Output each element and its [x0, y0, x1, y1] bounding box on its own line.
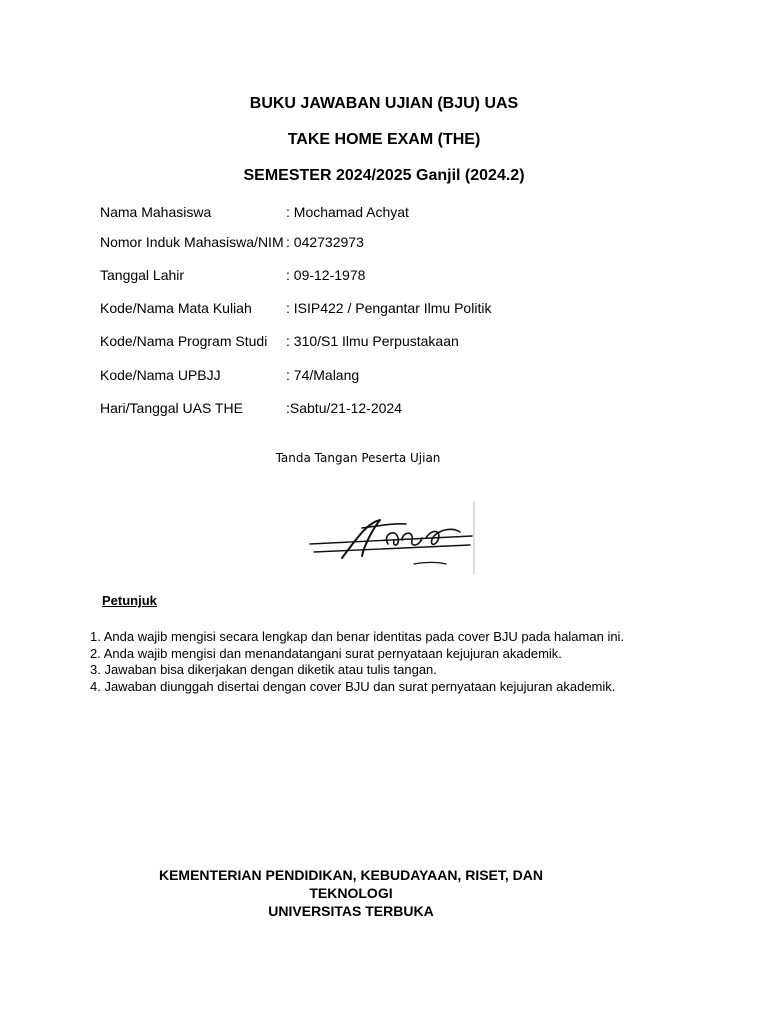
- title-line-2: TAKE HOME EXAM (THE): [287, 131, 481, 148]
- title-line-1: BUKU JAWABAN UJIAN (BJU) UAS: [249, 95, 519, 112]
- instruction-item: 4. Jawaban diunggah disertai dengan cover BJU dan surat pernyataan kejujuran akademik.: [90, 678, 616, 694]
- identity-value: : 042732973: [286, 234, 364, 250]
- instruction-item: 1. Anda wajib mengisi secara lengkap dan benar identitas pada cover BJU pada halaman ini.: [90, 629, 625, 644]
- identity-value: :Sabtu/21-12-2024: [286, 400, 402, 416]
- identity-value: : ISIP422 / Pengantar Ilmu Politik: [286, 300, 492, 316]
- title-line-3: SEMESTER 2024/2025 Ganjil (2024.2): [243, 167, 525, 184]
- identity-value: : Mochamad Achyat: [286, 204, 409, 220]
- instructions-heading: Petunjuk: [102, 593, 157, 608]
- footer-university: UNIVERSITAS TERBUKA: [268, 903, 434, 919]
- identity-value: : 09-12-1978: [286, 267, 366, 283]
- identity-value: : 310/S1 Ilmu Perpustakaan: [286, 333, 459, 349]
- signature-caption: Tanda Tangan Peserta Ujian: [275, 451, 441, 465]
- signature-image: [302, 498, 480, 578]
- footer-ministry-line1: KEMENTERIAN PENDIDIKAN, KEBUDAYAAN, RISET, DAN: [158, 867, 543, 883]
- identity-label: Hari/Tanggal UAS THE: [100, 400, 243, 416]
- identity-label: Kode/Nama Mata Kuliah: [100, 300, 252, 316]
- instruction-item: 3. Jawaban bisa dikerjakan dengan diketik atau tulis tangan.: [90, 662, 437, 677]
- identity-value: : 74/Malang: [286, 367, 360, 383]
- identity-label: Kode/Nama UPBJJ: [100, 367, 221, 383]
- instruction-item: 2. Anda wajib mengisi dan menandatangani surat pernyataan kejujuran akademik.: [90, 645, 562, 661]
- identity-label: Tanggal Lahir: [100, 267, 185, 283]
- identity-label: Kode/Nama Program Studi: [100, 333, 268, 349]
- identity-label: Nama Mahasiswa: [100, 204, 212, 220]
- instructions-list: [90, 629, 624, 695]
- identity-label: Nomor Induk Mahasiswa/NIM: [100, 234, 284, 250]
- footer-ministry-line2: TEKNOLOGI: [309, 885, 393, 901]
